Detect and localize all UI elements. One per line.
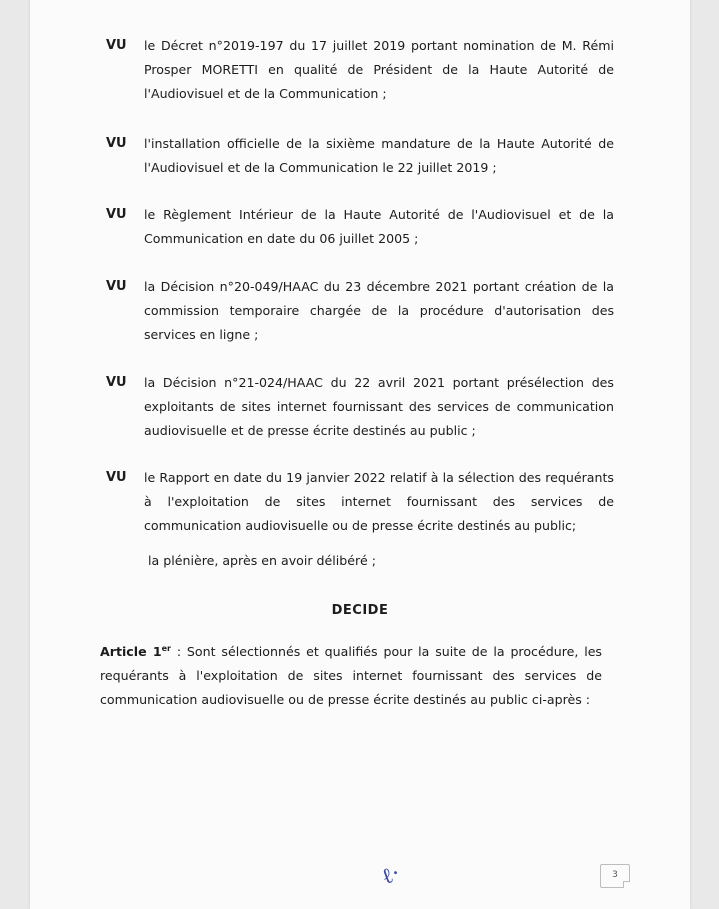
decide-heading: DECIDE <box>331 603 389 618</box>
vu-mark: VU <box>106 279 127 294</box>
article-colon: : <box>170 644 182 660</box>
vu-mark: VU <box>106 375 127 390</box>
article-label: Article 1er <box>100 644 171 660</box>
consideration-text: la Décision n°21-024/HAAC du 22 avril 2021 portant présélection des exploitants de sites internet fournissant des services de communication audiovisuelle et de presse écrite destinés au public ; <box>144 375 614 438</box>
deliberation-text: la plénière, après en avoir délibéré ; <box>148 553 376 568</box>
consideration-text: l'installation officielle de la sixième mandature de la Haute Autorité de l'Audiovisuel et de la Communication le 22 juillet 2019 ; <box>144 136 614 175</box>
article-1 <box>100 637 602 712</box>
vu-mark: VU <box>106 470 127 485</box>
handwritten-initials: ℓ· <box>378 860 404 891</box>
consideration-text: la Décision n°20-049/HAAC du 23 décembre 2021 portant création de la commission temporaire chargée de la procédure d'autorisation des services en ligne ; <box>144 279 614 342</box>
document-page <box>30 0 690 909</box>
page-number-badge: 3 <box>600 864 630 888</box>
vu-mark: VU <box>106 38 127 53</box>
vu-mark: VU <box>106 136 127 151</box>
consideration-text: le Rapport en date du 19 janvier 2022 relatif à la sélection des requérants à l'exploitation de sites internet fournissant des services de communication audiovisuelle ou de presse écrite destinés au public; <box>144 470 614 533</box>
vu-mark: VU <box>106 207 127 222</box>
consideration-text: le Règlement Intérieur de la Haute Autorité de l'Audiovisuel et de la Communication en date du 06 juillet 2005 ; <box>144 207 614 246</box>
article-text: Sont sélectionnés et qualifiés pour la suite de la procédure, les requérants à l'exploitation de sites internet fournissant des services de communication audiovisuelle ou de presse écrite destinés au public ci-après : <box>100 644 602 708</box>
consideration-text: le Décret n°2019-197 du 17 juillet 2019 portant nomination de M. Rémi Prosper MORETTI en qualité de Président de la Haute Autorité de l'Audiovisuel et de la Communication ; <box>144 38 614 101</box>
article-superscript: er <box>161 644 171 653</box>
